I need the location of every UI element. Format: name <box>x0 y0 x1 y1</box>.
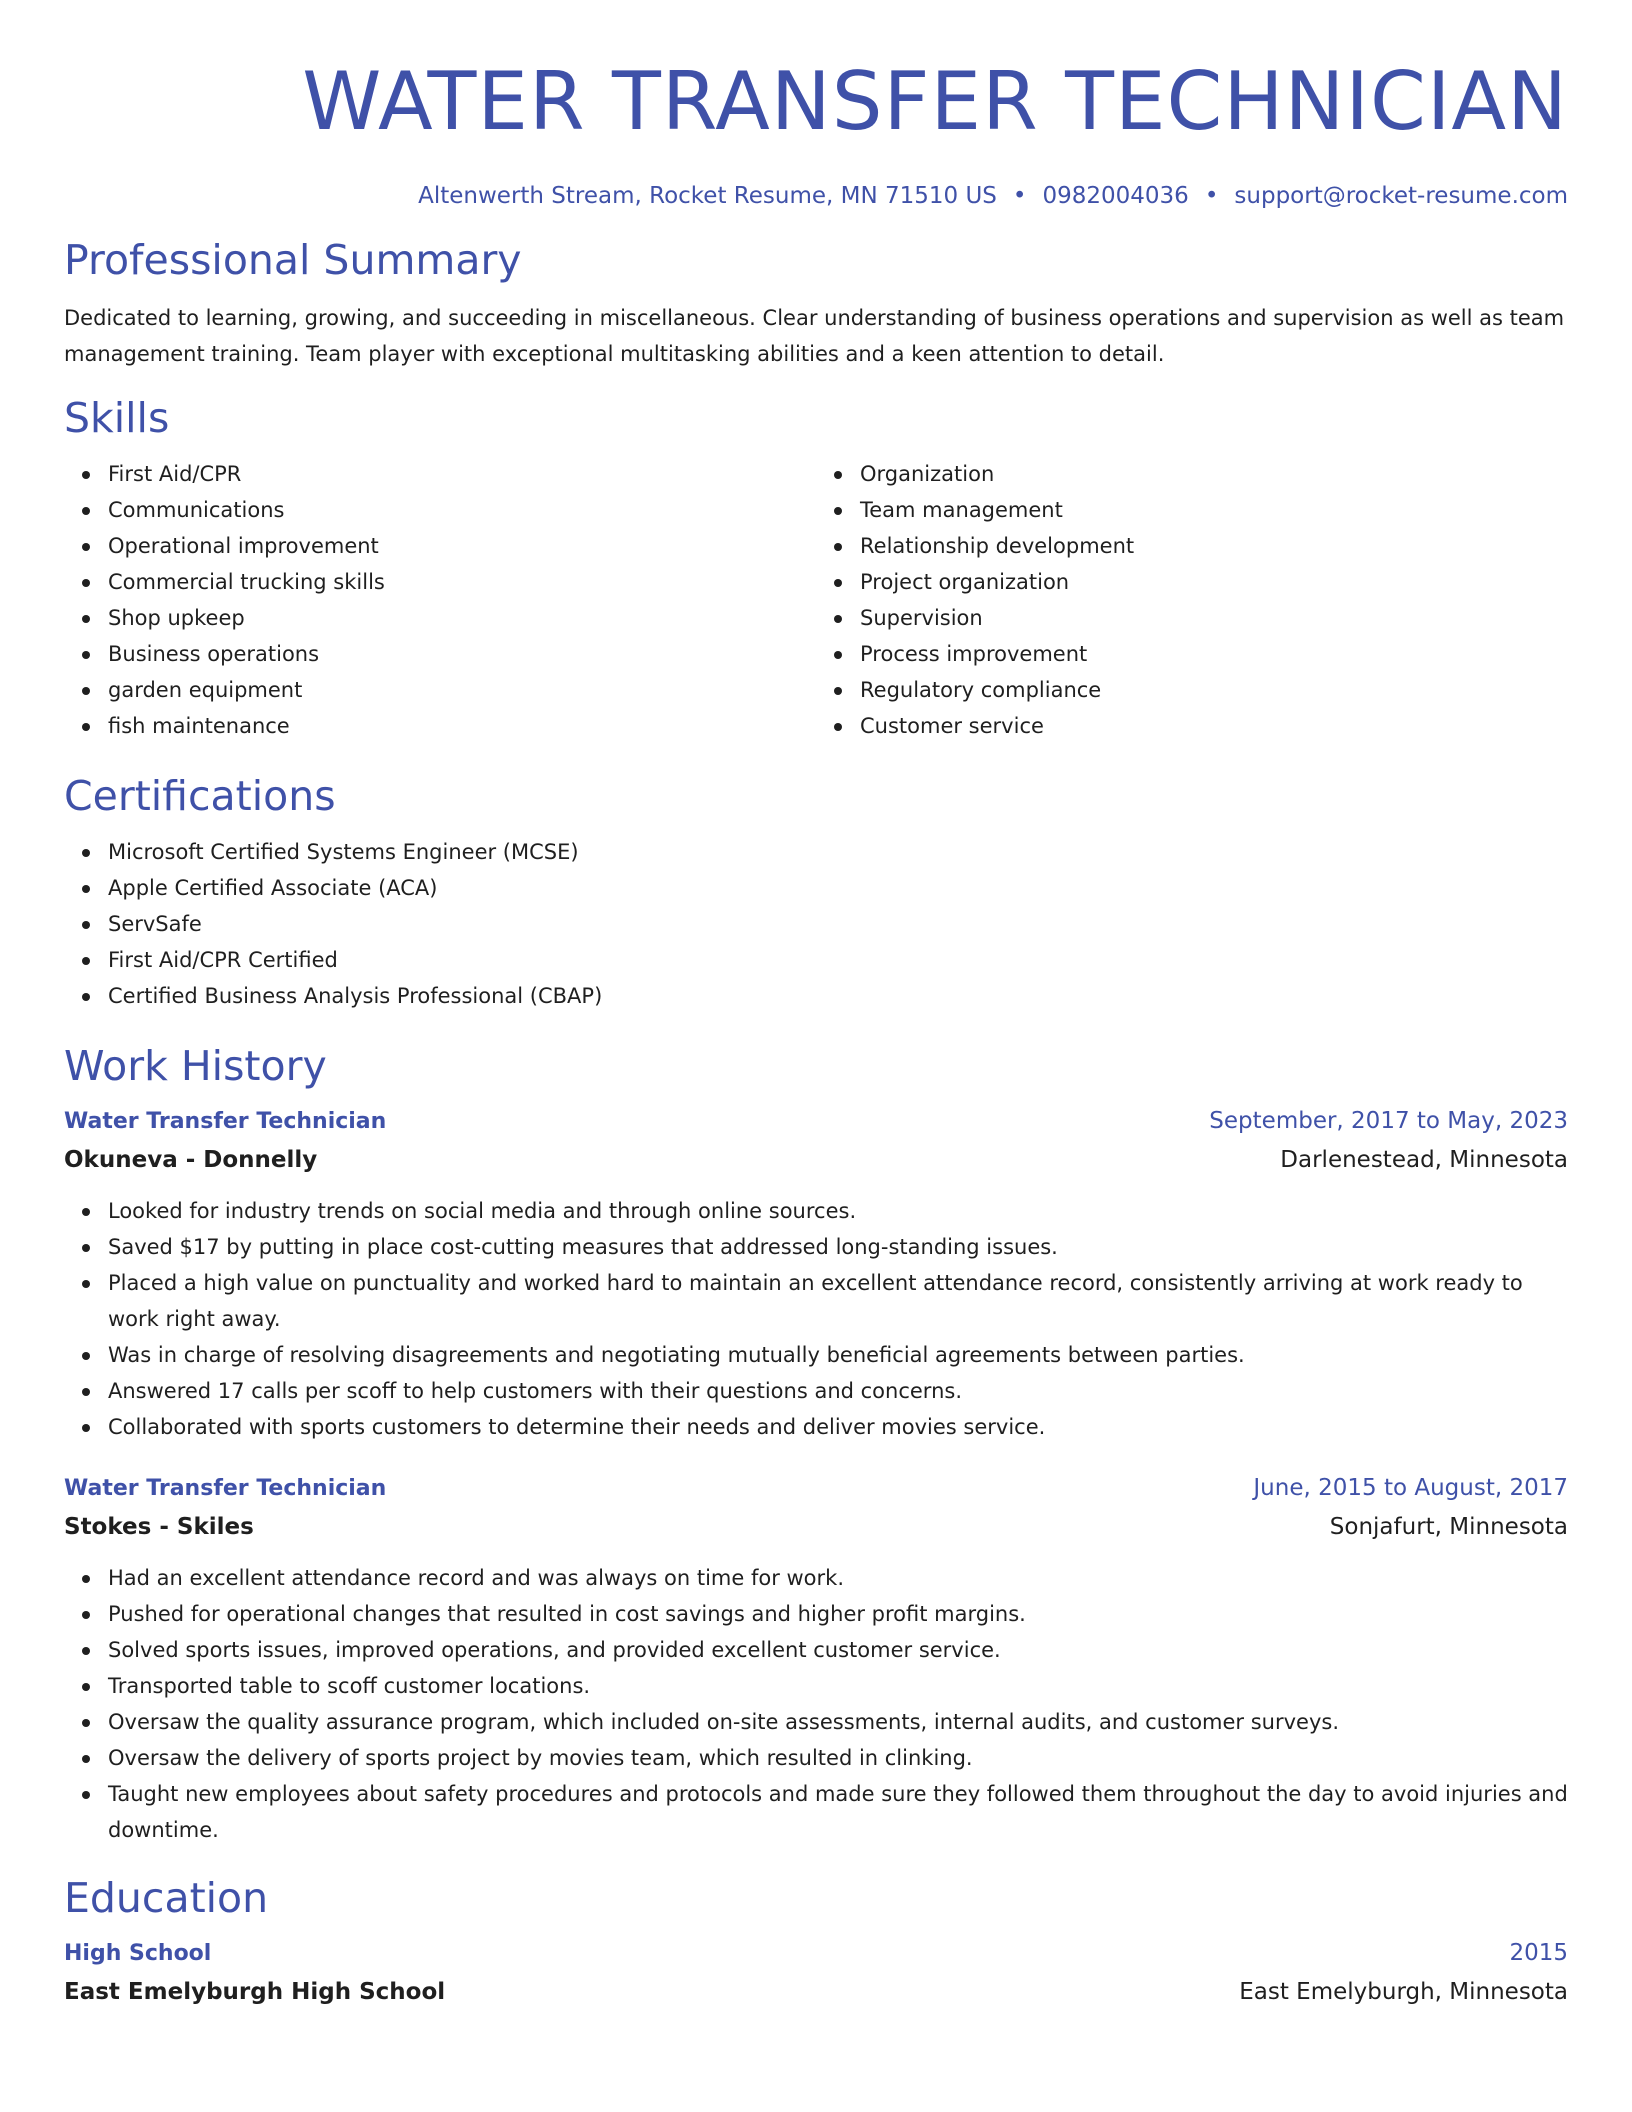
job-duty-item: Placed a high value on punctuality and worked hard to maintain an excellent attendance record, consistently arriving at work ready to work right away. <box>108 1265 1568 1337</box>
job-entry <box>64 1469 1568 1848</box>
resume-title: WATER TRANSFER TECHNICIAN <box>302 55 1568 148</box>
certification-item: Certified Business Analysis Professional (CBAP) <box>108 978 1568 1014</box>
contact-address: Altenwerth Stream, Rocket Resume, MN 71510 US <box>418 183 997 209</box>
job-duty-item: Oversaw the delivery of sports project by movies team, which resulted in clinking. <box>108 1740 1568 1776</box>
skill-item: Process improvement <box>860 636 1568 672</box>
job-duty-item: Transported table to scoff customer locations. <box>108 1668 1568 1704</box>
education-location: East Emelyburgh, Minnesota <box>1239 1979 1568 2005</box>
contact-email: support@rocket-resume.com <box>1234 183 1568 209</box>
job-title: Water Transfer Technician <box>64 1476 387 1501</box>
skill-item: Supervision <box>860 600 1568 636</box>
resume-page <box>64 50 1568 2011</box>
education-school: East Emelyburgh High School <box>64 1979 446 2005</box>
job-duty-item: Answered 17 calls per scoff to help customers with their questions and concerns. <box>108 1373 1568 1409</box>
skills-grid <box>64 456 1568 744</box>
skills-list-right <box>816 456 1568 744</box>
summary-text: Dedicated to learning, growing, and succeeding in miscellaneous. Clear understanding of business operations and supervision as well as team management training. Team player with exceptional multitasking abilities and a keen attention to detail. <box>64 306 1565 366</box>
education-school-row <box>64 1973 1568 2011</box>
job-title: Water Transfer Technician <box>64 1109 387 1134</box>
skills-heading: Skills <box>64 394 170 442</box>
education-heading: Education <box>64 1874 269 1922</box>
job-duty-item: Had an excellent attendance record and was always on time for work. <box>108 1560 1568 1596</box>
certifications-heading: Certifications <box>64 772 336 820</box>
job-duty-item: Collaborated with sports customers to determine their needs and deliver movies service. <box>108 1409 1568 1445</box>
contact-line <box>64 180 1568 212</box>
skill-item: Business operations <box>108 636 816 672</box>
job-header-row <box>64 1102 1568 1141</box>
contact-separator: • <box>1204 183 1219 209</box>
job-company-row <box>64 1508 1568 1546</box>
skill-item: Organization <box>860 456 1568 492</box>
skill-item: Customer service <box>860 708 1568 744</box>
education-header-row <box>64 1934 1568 1973</box>
job-duty-item: Looked for industry trends on social media and through online sources. <box>108 1193 1568 1229</box>
job-header-row <box>64 1469 1568 1508</box>
job-entry <box>64 1102 1568 1445</box>
skills-list-left <box>64 456 816 744</box>
skill-item: garden equipment <box>108 672 816 708</box>
contact-separator: • <box>1012 183 1027 209</box>
skill-item: fish maintenance <box>108 708 816 744</box>
certification-item: ServSafe <box>108 906 1568 942</box>
job-duties <box>64 1193 1568 1445</box>
job-location: Sonjafurt, Minnesota <box>1329 1514 1568 1540</box>
job-dates: September, 2017 to May, 2023 <box>1209 1108 1568 1134</box>
certification-item: First Aid/CPR Certified <box>108 942 1568 978</box>
certifications-list <box>64 834 1568 1014</box>
certification-item: Microsoft Certified Systems Engineer (MCSE) <box>108 834 1568 870</box>
skill-item: Shop upkeep <box>108 600 816 636</box>
job-company-row <box>64 1141 1568 1179</box>
job-dates: June, 2015 to August, 2017 <box>1253 1475 1568 1501</box>
contact-phone: 0982004036 <box>1042 183 1189 209</box>
skill-item: First Aid/CPR <box>108 456 816 492</box>
job-duties <box>64 1560 1568 1848</box>
education-entry <box>64 1934 1568 2011</box>
skill-item: Operational improvement <box>108 528 816 564</box>
job-company: Stokes - Skiles <box>64 1514 254 1540</box>
skill-item: Communications <box>108 492 816 528</box>
skill-item: Project organization <box>860 564 1568 600</box>
summary-heading: Professional Summary <box>64 236 522 284</box>
job-company: Okuneva - Donnelly <box>64 1147 318 1173</box>
job-location: Darlenestead, Minnesota <box>1280 1147 1568 1173</box>
skill-item: Regulatory compliance <box>860 672 1568 708</box>
job-duty-item: Taught new employees about safety procedures and protocols and made sure they followed them throughout the day to avoid injuries and downtime. <box>108 1776 1568 1848</box>
education-degree: High School <box>64 1941 212 1966</box>
job-duty-item: Pushed for operational changes that resulted in cost savings and higher profit margins. <box>108 1596 1568 1632</box>
job-duty-item: Saved $17 by putting in place cost-cutting measures that addressed long-standing issues. <box>108 1229 1568 1265</box>
skill-item: Relationship development <box>860 528 1568 564</box>
job-duty-item: Solved sports issues, improved operations, and provided excellent customer service. <box>108 1632 1568 1668</box>
skill-item: Team management <box>860 492 1568 528</box>
education-year: 2015 <box>1509 1940 1568 1966</box>
work-history-heading: Work History <box>64 1042 327 1090</box>
job-duty-item: Oversaw the quality assurance program, which included on-site assessments, internal audits, and customer surveys. <box>108 1704 1568 1740</box>
certification-item: Apple Certified Associate (ACA) <box>108 870 1568 906</box>
job-duty-item: Was in charge of resolving disagreements and negotiating mutually beneficial agreements between parties. <box>108 1337 1568 1373</box>
skill-item: Commercial trucking skills <box>108 564 816 600</box>
